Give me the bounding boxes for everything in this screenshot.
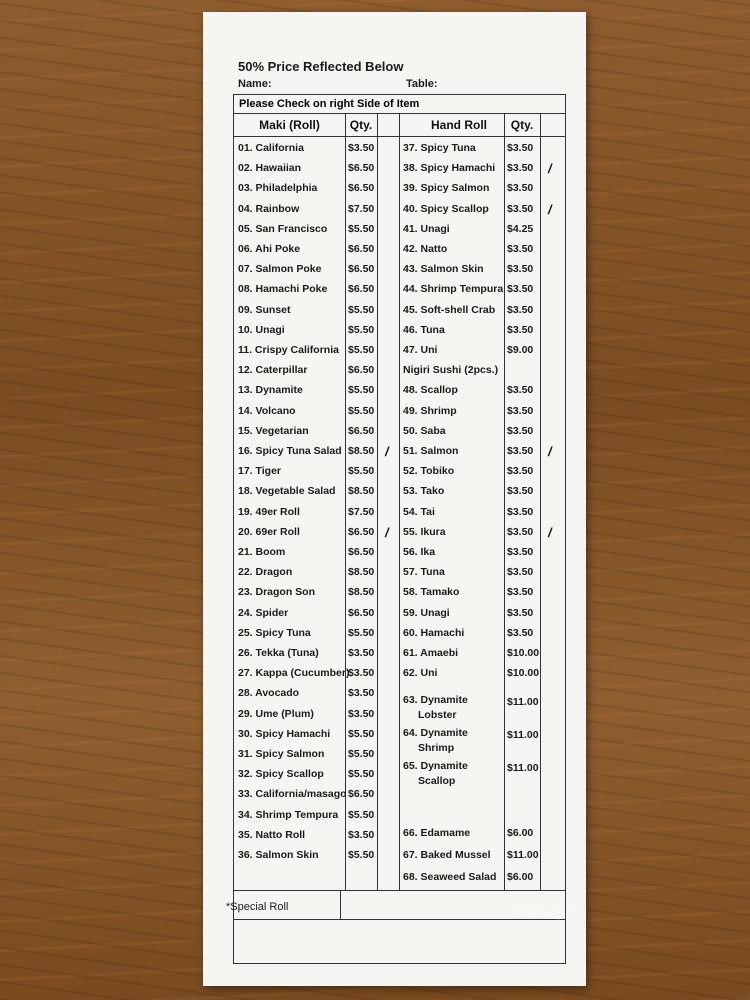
menu-item-name: 67. Baked Mussel	[403, 849, 491, 861]
menu-item-name: Nigiri Sushi (2pcs.)	[403, 364, 499, 377]
menu-item-name: 62. Uni	[403, 667, 438, 680]
menu-item-name: 32. Spicy Scallop	[238, 768, 324, 781]
menu-item-price: $6.00	[507, 871, 534, 883]
menu-item-price: $3.50	[507, 323, 534, 336]
divider-line	[377, 114, 378, 890]
menu-item-name: 29. Ume (Plum)	[238, 707, 314, 720]
name-label: Name:	[238, 78, 272, 90]
menu-item-name: 44. Shrimp Tempura	[403, 283, 504, 296]
menu-item-name: 07. Salmon Poke	[238, 263, 322, 276]
menu-item-name: 43. Salmon Skin	[403, 263, 484, 276]
menu-item-price: $3.50	[507, 626, 534, 639]
menu-item-name: 49. Shrimp	[403, 404, 457, 417]
menu-item-price: $4.25	[507, 222, 534, 235]
divider-line	[345, 114, 346, 890]
menu-item-name: 64. Dynamite	[403, 727, 468, 739]
menu-item-name: 35. Natto Roll	[238, 828, 306, 841]
left-qty-header: Qty.	[349, 118, 373, 132]
menu-item-name: 15. Vegetarian	[238, 424, 309, 437]
menu-item-name: 55. Ikura	[403, 525, 446, 538]
header-rule	[234, 136, 565, 137]
menu-item-price: $11.00	[507, 729, 539, 741]
menu-item-name: 14. Volcano	[238, 404, 296, 417]
menu-item-price: $6.00	[507, 827, 534, 839]
menu-item-name: 18. Vegetable Salad	[238, 485, 336, 498]
menu-item-name: 05. San Francisco	[238, 222, 328, 235]
menu-item-name: 31. Spicy Salmon	[238, 748, 325, 760]
check-mark: /	[548, 524, 552, 540]
menu-item-price: $3.50	[507, 546, 534, 558]
menu-item-name: 40. Spicy Scallop	[403, 202, 489, 215]
menu-item-price: $5.50	[348, 384, 375, 397]
menu-item-price: $11.00	[507, 696, 539, 708]
menu-item-price: $3.50	[348, 707, 375, 720]
menu-item-price: $5.50	[348, 303, 375, 316]
check-mark: /	[385, 524, 389, 540]
menu-item-price: $3.50	[507, 384, 534, 397]
menu-item-price: $10.00	[507, 667, 540, 680]
menu-item-price: $3.50	[507, 445, 534, 457]
menu-item-name: 41. Unagi	[403, 222, 450, 235]
menu-item-name: 33. California/masago	[238, 788, 347, 801]
menu-item-name-continued: Lobster	[418, 709, 457, 721]
check-mark: /	[548, 201, 552, 217]
menu-item-name: 39. Spicy Salmon	[403, 182, 490, 195]
check-mark: /	[548, 444, 552, 459]
menu-item-name: 26. Tekka (Tuna)	[238, 647, 319, 659]
menu-item-name: 21. Boom	[238, 546, 286, 558]
menu-item-price: $6.50	[348, 243, 375, 255]
menu-item-name: 66. Edamame	[403, 827, 471, 839]
menu-item-name: 53. Tako	[403, 485, 445, 498]
menu-item-name: 54. Tai	[403, 505, 435, 518]
watermark-text: menupix	[515, 905, 579, 922]
menu-item-name: 27. Kappa (Cucumber)	[238, 667, 350, 680]
sheet-title: 50% Price Reflected Below	[238, 59, 404, 74]
check-mark: /	[385, 444, 389, 459]
menu-item-price: $3.50	[507, 586, 534, 599]
menu-item-price: $11.00	[507, 762, 539, 774]
menu-item-name: 16. Spicy Tuna Salad	[238, 445, 342, 457]
menu-item-price: $6.50	[348, 788, 375, 801]
menu-item-price: $5.50	[348, 748, 375, 760]
menu-item-name: 38. Spicy Hamachi	[403, 162, 496, 175]
menu-item-price: $3.50	[507, 202, 534, 215]
menu-item-name: 68. Seaweed Salad	[403, 871, 497, 883]
order-form	[226, 94, 566, 964]
right-qty-header: Qty.	[510, 118, 534, 132]
menu-item-price: $3.50	[507, 243, 534, 255]
divider-line	[504, 114, 505, 890]
menu-item-name: 11. Crispy California	[238, 344, 339, 356]
special-roll-note: *Special Roll	[226, 901, 289, 913]
menu-item-price: $5.50	[348, 465, 375, 478]
menu-item-name-continued: Scallop	[418, 775, 456, 787]
divider-line	[399, 114, 400, 890]
menu-item-name: 45. Soft-shell Crab	[403, 303, 496, 316]
menu-item-price: $3.50	[507, 142, 534, 154]
menu-item-price: $3.50	[507, 303, 534, 316]
menu-item-name: 09. Sunset	[238, 303, 291, 316]
menu-item-price: $7.50	[348, 505, 375, 518]
menu-item-price: $5.50	[348, 626, 375, 639]
menu-item-name: 47. Uni	[403, 344, 438, 356]
menu-item-price: $3.50	[507, 283, 534, 296]
menu-item-price: $3.50	[348, 828, 375, 841]
menu-item-price: $5.50	[348, 344, 375, 356]
menu-item-price: $3.50	[507, 606, 534, 619]
menu-item-price: $6.50	[348, 263, 375, 276]
right-column-title: Hand Roll	[431, 118, 487, 132]
menu-item-price: $8.50	[348, 445, 375, 457]
menu-item-name: 04. Rainbow	[238, 202, 300, 215]
menu-item-price: $3.50	[348, 687, 375, 700]
menu-item-name: 12. Caterpillar	[238, 364, 308, 377]
menu-item-name: 48. Scallop	[403, 384, 458, 397]
menu-item-price: $6.50	[348, 283, 375, 296]
menu-item-price: $6.50	[348, 525, 375, 538]
menu-item-name: 58. Tamako	[403, 586, 460, 599]
menu-item-name: 20. 69er Roll	[238, 525, 300, 538]
menu-item-price: $8.50	[348, 586, 375, 599]
menu-item-name: 63. Dynamite	[403, 694, 468, 706]
menu-item-name: 57. Tuna	[403, 566, 445, 579]
menu-item-price: $11.00	[507, 849, 539, 861]
menu-item-name: 56. Ika	[403, 546, 436, 558]
footer-rule	[234, 890, 565, 891]
menu-item-price: $5.50	[348, 727, 375, 740]
menu-item-price: $3.50	[507, 424, 534, 437]
menu-item-name: 60. Hamachi	[403, 626, 465, 639]
menu-item-price: $6.50	[348, 364, 375, 377]
menu-item-price: $3.50	[507, 263, 534, 276]
menu-item-price: $3.50	[348, 142, 375, 154]
menu-item-name: 23. Dragon Son	[238, 586, 316, 599]
divider-line	[540, 114, 541, 890]
menu-item-name: 13. Dynamite	[238, 384, 303, 397]
menu-item-price: $3.50	[507, 566, 534, 579]
menu-item-name: 08. Hamachi Poke	[238, 283, 328, 296]
menu-item-price: $6.50	[348, 606, 375, 619]
menu-item-name: 24. Spider	[238, 606, 289, 619]
menu-item-price: $3.50	[507, 505, 534, 518]
menu-item-price: $5.50	[348, 849, 375, 861]
menu-item-name: 25. Spicy Tuna	[238, 626, 311, 639]
menu-item-price: $10.00	[507, 647, 540, 659]
menu-item-price: $5.50	[348, 323, 375, 336]
menu-item-name: 42. Natto	[403, 243, 448, 255]
menu-item-price: $5.50	[348, 768, 375, 781]
menu-item-name: 36. Salmon Skin	[238, 849, 319, 861]
menu-item-price: $8.50	[348, 566, 375, 579]
menu-item-price: $9.00	[507, 344, 534, 356]
menu-item-name: 03. Philadelphia	[238, 182, 318, 195]
menu-item-price: $6.50	[348, 424, 375, 437]
menu-item-name: 28. Avocado	[238, 687, 300, 700]
menu-item-name: 19. 49er Roll	[238, 505, 300, 518]
menu-item-name: 52. Tobiko	[403, 465, 455, 478]
menu-item-name: 06. Ahi Poke	[238, 243, 301, 255]
menu-item-price: $6.50	[348, 546, 375, 558]
menu-item-name: 01. California	[238, 142, 304, 154]
menu-item-name: 30. Spicy Hamachi	[238, 727, 331, 740]
divider-line	[340, 890, 341, 919]
menu-item-price: $7.50	[348, 202, 375, 215]
menu-item-price: $3.50	[507, 485, 534, 498]
menu-item-name: 02. Hawaiian	[238, 162, 302, 175]
menu-item-name: 10. Unagi	[238, 323, 285, 336]
menu-item-name: 51. Salmon	[403, 445, 459, 457]
menu-item-price: $5.50	[348, 222, 375, 235]
menu-item-name: 34. Shrimp Tempura	[238, 808, 339, 821]
menu-item-price: $3.50	[507, 404, 534, 417]
menu-item-name: 65. Dynamite	[403, 760, 468, 772]
menu-item-name: 50. Saba	[403, 424, 446, 437]
check-mark: /	[548, 161, 552, 177]
menu-item-price: $8.50	[348, 485, 375, 498]
menu-item-price: $3.50	[348, 667, 375, 680]
instruction-text: Please Check on right Side of Item	[234, 95, 565, 114]
menu-item-price: $3.50	[507, 182, 534, 195]
menu-item-price: $6.50	[348, 162, 375, 175]
menu-item-price: $5.50	[348, 808, 375, 821]
menu-item-name: 59. Unagi	[403, 606, 450, 619]
table-label: Table:	[406, 78, 438, 90]
menu-item-name: 37. Spicy Tuna	[403, 142, 476, 154]
menu-item-price: $6.50	[348, 182, 375, 195]
menu-item-name: 17. Tiger	[238, 465, 281, 478]
menu-item-price: $3.50	[507, 162, 534, 175]
left-column-title: Maki (Roll)	[259, 118, 320, 132]
menu-item-name: 22. Dragon	[238, 566, 293, 579]
order-sheet	[203, 12, 586, 986]
menu-item-name: 46. Tuna	[403, 323, 445, 336]
menu-item-price: $3.50	[507, 525, 534, 538]
menu-item-price: $3.50	[348, 647, 375, 659]
menu-item-name-continued: Shrimp	[418, 742, 455, 754]
menu-item-price: $5.50	[348, 404, 375, 417]
menu-item-name: 61. Amaebi	[403, 647, 459, 659]
menu-item-price: $3.50	[507, 465, 534, 478]
